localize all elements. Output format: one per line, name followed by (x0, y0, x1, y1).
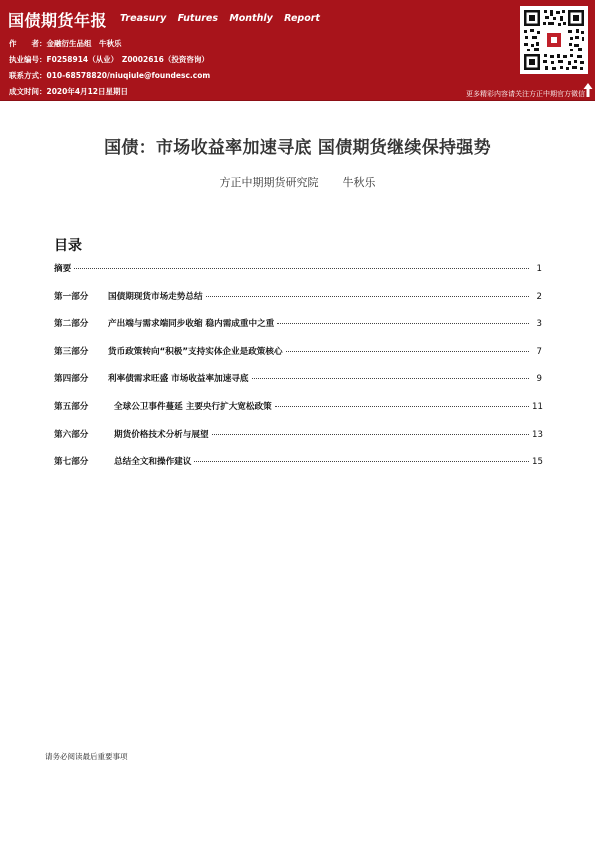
toc-page-number: 2 (536, 291, 542, 302)
toc-entry-part-6[interactable] (54, 428, 542, 456)
toc-entry-abstract[interactable] (54, 262, 542, 290)
toc-leader-dots (74, 268, 529, 269)
document-title: 国债：市场收益率加速寻底 国债期货继续保持强势 (104, 138, 491, 158)
toc-page-number: 7 (536, 346, 542, 357)
toc-leader-dots (286, 351, 529, 352)
toc-entry-title: 期货价格技术分析与展望 (114, 429, 209, 440)
toc-entry-part-4[interactable] (54, 372, 542, 400)
toc-page-number: 3 (536, 319, 542, 330)
toc-entry-part-5[interactable] (54, 400, 542, 428)
table-of-contents (54, 262, 542, 483)
toc-leader-dots (206, 296, 529, 297)
qr-code-icon[interactable] (520, 6, 588, 74)
toc-page-number: 13 (532, 429, 543, 440)
toc-part-label: 第二部分 (54, 319, 89, 330)
footer-disclaimer-note: 请务必阅读最后重要事项 (45, 752, 128, 761)
toc-part-label: 第三部分 (54, 346, 89, 357)
toc-leader-dots (277, 323, 529, 324)
meta-author: 作 者：金融衍生品组 牛秋乐 (9, 39, 122, 48)
toc-page-number: 9 (536, 374, 542, 385)
toc-part-label: 第六部分 (54, 429, 89, 440)
brand-title-en: Treasury Futures Monthly Report (120, 13, 320, 24)
toc-entry-title: 产出端与需求端同步收缩 稳内需成重中之重 (108, 319, 275, 330)
toc-entry-title: 利率债需求旺盛 市场收益率加速寻底 (108, 374, 249, 385)
toc-part-label: 第一部分 (54, 291, 89, 302)
meta-license: 执业编号：F0258914（从业） Z0002616（投资咨询） (9, 55, 209, 64)
meta-date: 成文时间：2020年4月12日星期日 (9, 87, 129, 96)
brand-title-cn: 国债期货年报 (8, 11, 108, 30)
author-name: 牛秋乐 (342, 176, 376, 189)
meta-contact: 联系方式：010-68578820/niuqiule@foundesc.com (9, 71, 211, 80)
toc-entry-part-3[interactable] (54, 345, 542, 373)
toc-part-label: 第五部分 (54, 401, 89, 412)
toc-leader-dots (252, 378, 530, 379)
toc-entry-part-1[interactable] (54, 290, 542, 318)
toc-page-number: 11 (532, 401, 543, 412)
document-byline (0, 174, 595, 190)
toc-entry-title: 货币政策转向“积极”支持实体企业是政策核心 (108, 346, 283, 357)
toc-leader-dots (275, 406, 529, 407)
up-arrow-icon (583, 82, 593, 98)
institute-name: 方正中期期货研究院 (219, 176, 319, 189)
toc-page-number: 15 (532, 457, 543, 468)
toc-leader-dots (194, 461, 529, 462)
toc-entry-part-2[interactable] (54, 317, 542, 345)
toc-page-number: 1 (536, 264, 542, 274)
toc-part-label: 第四部分 (54, 374, 89, 385)
toc-part-label: 摘要 (54, 264, 72, 274)
toc-entry-part-7[interactable] (54, 455, 542, 483)
toc-entry-title: 全球公卫事件蔓延 主要央行扩大宽松政策 (114, 401, 272, 412)
toc-heading: 目录 (54, 238, 82, 254)
toc-entry-title: 总结全文和操作建议 (114, 457, 192, 468)
toc-entry-title: 国债期现货市场走势总结 (108, 291, 203, 302)
report-header (0, 0, 595, 100)
follow-wechat-text: 更多精彩内容请关注方正中期官方微信 (466, 90, 585, 98)
toc-part-label: 第七部分 (54, 457, 89, 468)
header-divider (0, 100, 595, 101)
toc-leader-dots (212, 434, 529, 435)
